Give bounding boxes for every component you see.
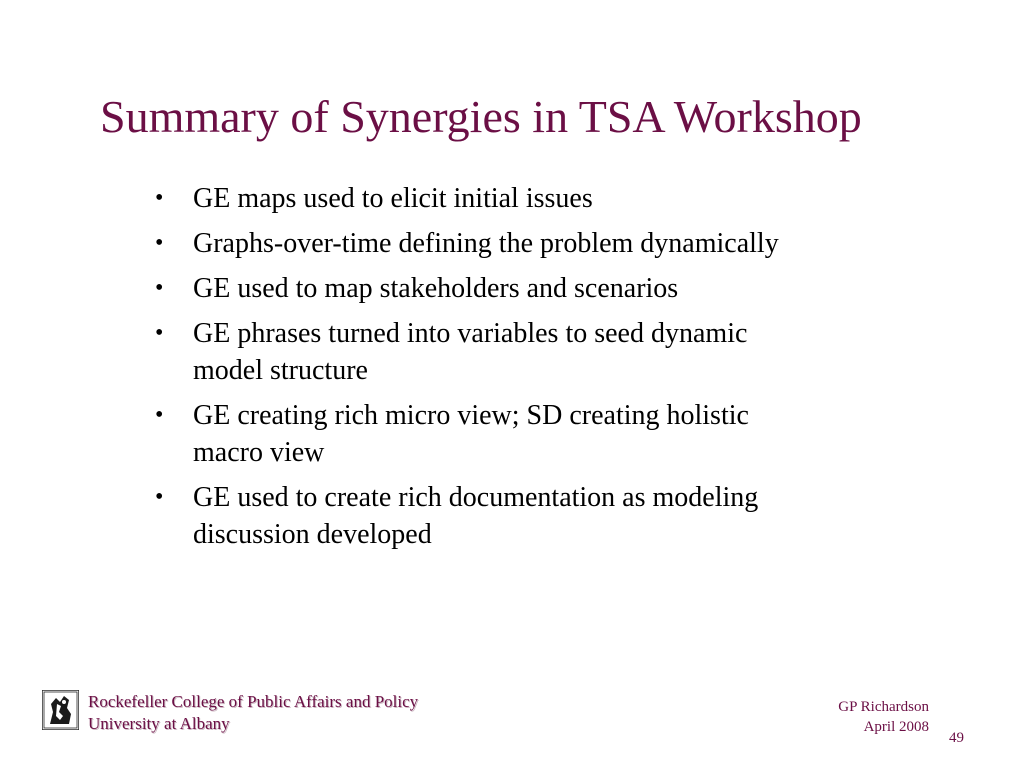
footer-organization (88, 691, 418, 735)
slide-title: Summary of Synergies in TSA Workshop (100, 91, 862, 142)
footer-author: GP Richardson (838, 699, 929, 715)
footer-org-name: Rockefeller College of Public Affairs and Policy (88, 692, 419, 711)
bullet-icon: • (155, 185, 164, 211)
footer-author-block (838, 697, 929, 737)
bullet-text: GE used to create rich documentation as modeling discussion developed (193, 482, 759, 550)
university-seal-icon (42, 690, 79, 730)
bullet-list (155, 180, 805, 561)
bullet-item (155, 270, 805, 307)
footer-university: University at Albany (88, 714, 230, 733)
bullet-icon: • (155, 484, 164, 510)
bullet-icon: • (155, 275, 164, 301)
bullet-item (155, 397, 805, 471)
bullet-text: Graphs-over-time defining the problem dynamically (193, 228, 779, 259)
bullet-text: GE phrases turned into variables to seed dynamic model structure (193, 318, 748, 386)
footer-date: April 2008 (863, 719, 929, 735)
bullet-item (155, 225, 805, 262)
bullet-item (155, 315, 805, 389)
bullet-item (155, 479, 805, 553)
bullet-icon: • (155, 402, 164, 428)
bullet-icon: • (155, 230, 164, 256)
bullet-text: GE maps used to elicit initial issues (193, 183, 593, 214)
bullet-icon: • (155, 320, 164, 346)
bullet-text: GE creating rich micro view; SD creating holistic macro view (193, 400, 749, 468)
slide-number: 49 (949, 730, 964, 746)
bullet-item (155, 180, 805, 217)
bullet-text: GE used to map stakeholders and scenarios (193, 273, 679, 304)
